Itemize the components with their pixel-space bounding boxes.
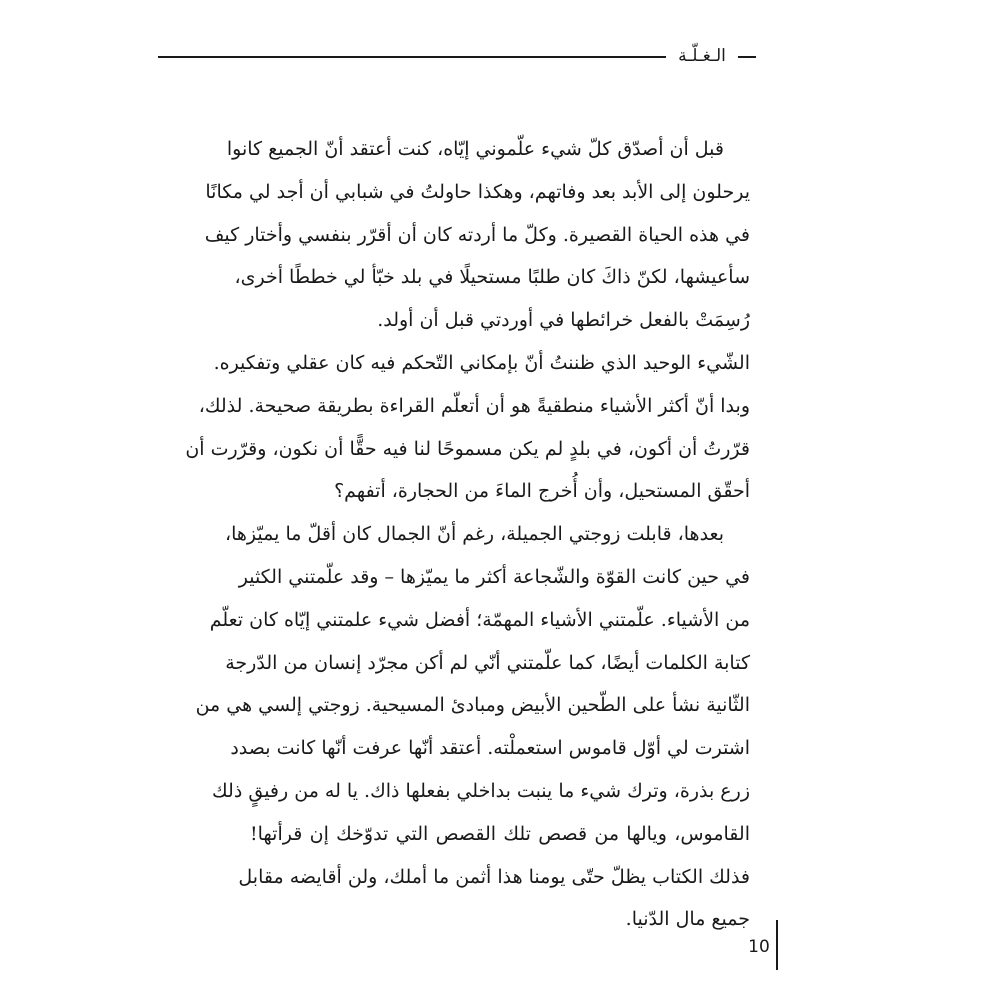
text-line: في هذه الحياة القصيرة. وكلّ ما أردته كان أن أقرّر بنفسي وأختار كيف <box>204 223 750 246</box>
text-line: من الأشياء. علّمتني الأشياء المهمّة؛ أفضل شيء علمتني إيّاه كان تعلّم <box>209 608 750 631</box>
text-line: القاموس، ويالها من قصص تلك القصص التي تدوّخك إن قرأتها! <box>250 822 750 845</box>
text-line: أحقّق المستحيل، وأن أُخرج الماءَ من الحجارة، أتفهم؟ <box>334 480 750 503</box>
text-line: كتابة الكلمات أيضًا، كما علّمتني أنّي لم أكن مجرّد إنسان من الدّرجة <box>225 651 750 674</box>
text-line: فذلك الكتاب يظلّ حتّى يومنا هذا أثمن ما أملك، ولن أقايضه مقابل <box>238 865 750 888</box>
text-line: وبدا أنّ أكثر الأشياء منطقيةً هو أن أتعلّم القراءة بطريقة صحيحة. لذلك، <box>198 394 750 417</box>
text-line: الشّيء الوحيد الذي ظننتُ أنّ بإمكاني التّحكم فيه كان عقلي وتفكيره. <box>213 351 750 374</box>
header-rule-right <box>738 56 756 58</box>
text-line: اشترت لي أوّل قاموس استعملْته. أعتقد أنّها عرفت أنّها كانت بصدد <box>230 737 750 760</box>
text-line: زرع بذرة، وترك شيء ما ينبت بداخلي بفعلها ذاك. يا له من رفيقٍ ذلك <box>212 779 750 802</box>
text-line: الثّانية نشأ على الطّحين الأبيض ومبادئ المسيحية. زوجتي إلسي هي من <box>195 694 750 717</box>
text-line: قرّرتُ أن أكون، في بلدٍ لم يكن مسموحًا لنا فيه حقًّا أن نكون، وقرّرت أن <box>185 437 750 460</box>
text-line: يرحلون إلى الأبد بعد وفاتهم، وهكذا حاولتُ في شبابي أن أجد لي مكانًا <box>205 180 750 203</box>
text-line: رُسِمَتْ بالفعل خرائطها في أوردتي قبل أن أولد. <box>377 309 750 332</box>
running-header <box>158 42 756 70</box>
header-title: الـغـلّـة <box>678 46 726 66</box>
footer-rule <box>776 920 778 970</box>
text-line: سأعيشها، لكنّ ذاكَ كان طلبًا مستحيلًا في بلد خبّأ لي خططًا أخرى، <box>234 266 750 289</box>
body-text <box>185 128 750 941</box>
text-line: في حين كانت القوّة والشّجاعة أكثر ما يميّزها – وقد علّمتني الكثير <box>238 565 750 588</box>
text-line: جميع مال الدّنيا. <box>625 908 750 931</box>
text-line: قبل أن أصدّق كلّ شيء علّموني إيّاه، كنت أعتقد أنّ الجميع كانوا <box>226 138 724 160</box>
text-line: بعدها، قابلت زوجتي الجميلة، رغم أنّ الجمال كان أقلّ ما يميّزها، <box>224 523 724 546</box>
page-number: 10 <box>748 937 770 957</box>
header-rule-left <box>158 56 666 58</box>
